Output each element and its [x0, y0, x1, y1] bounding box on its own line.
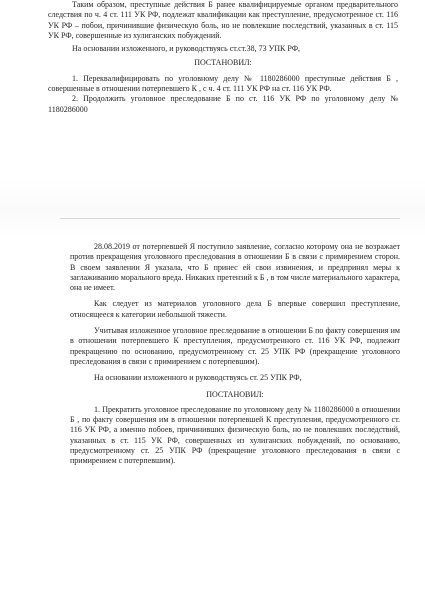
- paragraph-basis: На основании изложенного, и руководствуясь ст.ст.38, 73 УПК РФ,: [72, 44, 301, 54]
- paragraph-termination-grounds: Учитывая изложенное уголовное преследование в отношении Б по факту совершения им в отношении потерпевшего К преступления, предусмотренного ст. 116 УК РФ, подлежит прекращению по основанию, предусмотренному ст. 25 УПК РФ (прекращение уголовного преследования в связи с примирением с потерпевшим).: [70, 326, 400, 366]
- page-break-area: [0, 180, 425, 240]
- paragraph-requalification: Таким образом, преступные действия Б ранее квалифицируемые органом предварительного следствия по ч. 4 ст. 111 УК РФ, подлежат квалификации как преступление, предусмотренное ст. 116 УК РФ – побои, причинившие физическую боль, но не повлекшие последствий, указанных в ст. 115 УК РФ, совершенные из хулиганских побуждений.: [48, 0, 398, 40]
- document-fragment-top: [48, 0, 398, 180]
- heading-resolved: ПОСТАНОВИЛ:: [194, 58, 252, 68]
- paragraph-basis-2: На основании изложенного и руководствуясь ст. 25 УПК РФ,: [94, 373, 302, 383]
- paragraph-victim-statement: 28.08.2019 от потерпевшей Я поступило заявление, согласно которому она не возражает против прекращения уголовного преследования в отношении Б в связи с примирением сторон. В своем заявлении Я указала, что Б принес ей свои извинения, и предпринял меры к заглаживанию морального вреда. Никаких претензий к Б , в том числе материального характера, она не имеет.: [70, 242, 400, 293]
- document-fragment-bottom: [70, 242, 400, 592]
- paragraph-first-offense: Как следует из материалов уголовного дела Б впервые совершил преступление, относящееся к категории небольшой тяжести.: [70, 299, 400, 319]
- heading-resolved-2: ПОСТАНОВИЛ:: [206, 389, 264, 399]
- resolution-terminate-item-1: 1. Прекратить уголовное преследование по уголовному делу № 1180286000 в отношении Б , по факту совершения им в отношении потерпевшей К преступления, предусмотренного ст. 116 УК РФ, а именно побоев, причинивших физическую боль, но не повлекших последствий, указанных в ст. 115 УК РФ, совершенных из хулиганских побуждений, по основанию, предусмотренному ст. 25 УПК РФ (прекращение уголовного преследования в связи с примирением с потерпевшим).: [70, 404, 400, 466]
- page-divider: [60, 218, 400, 219]
- resolution-item-1: 1. Переквалифицировать по уголовному делу № 1180286000 преступные действия Б , совершенные в отношении потерпевшего К , с ч. 4 ст. 111 УК РФ на ст. 116 УК РФ.: [48, 73, 398, 94]
- resolution-item-2: 2. Продолжить уголовное преследование Б по ст. 116 УК РФ по уголовному делу № 1180286000: [48, 94, 398, 114]
